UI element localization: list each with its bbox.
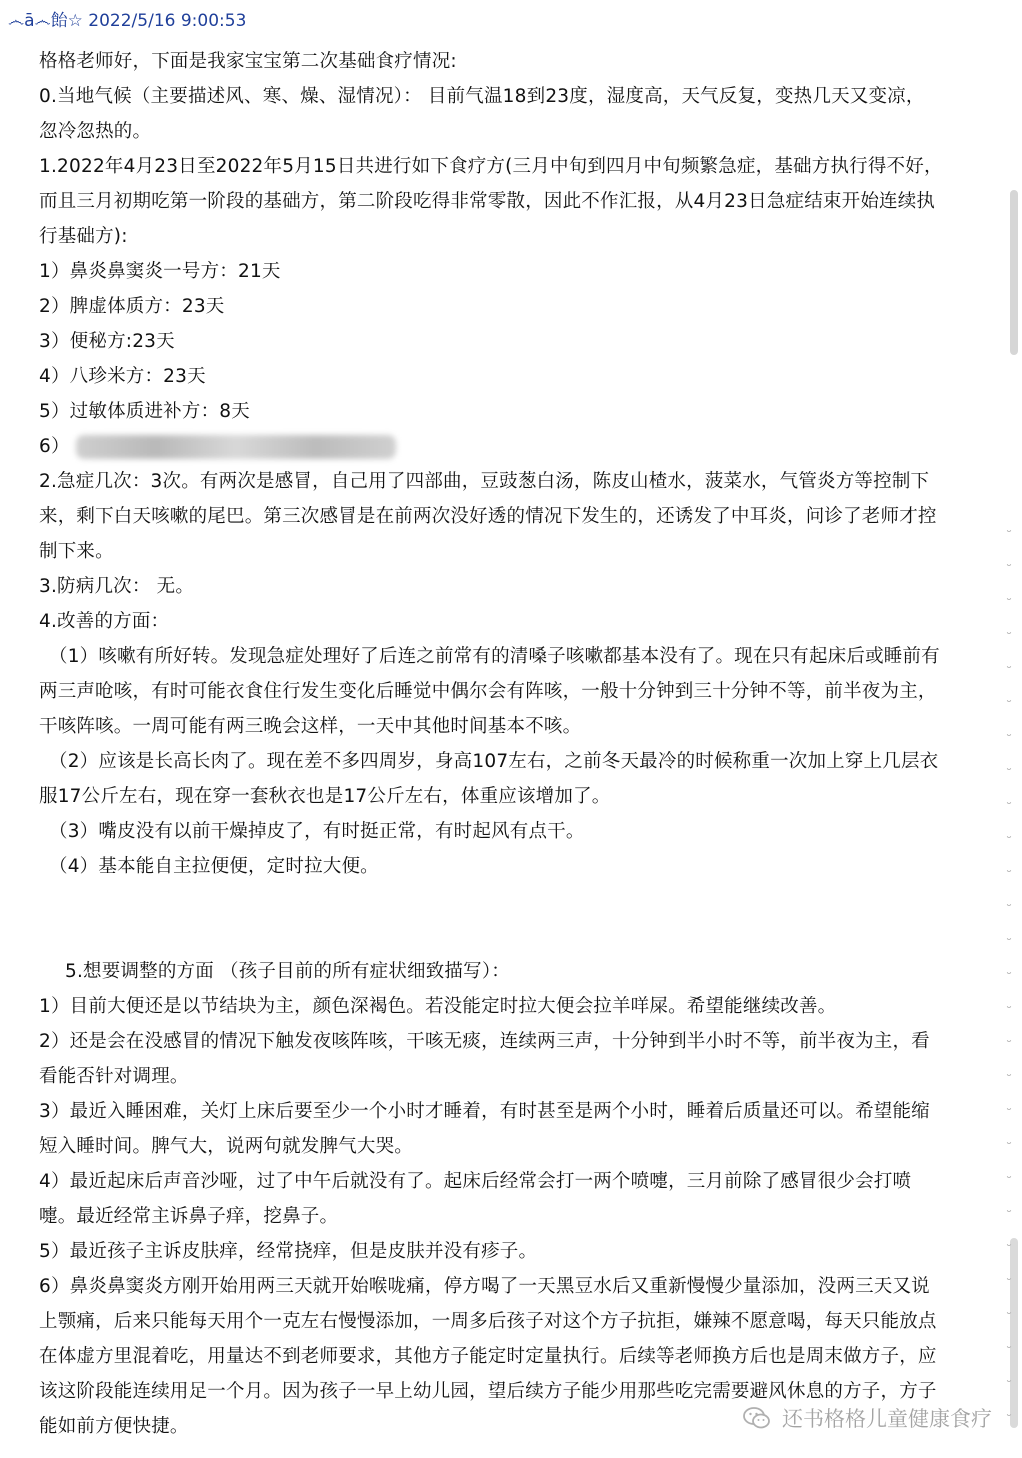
text-line-content: 能如前方便快捷。 <box>39 1416 189 1437</box>
ellipsis-mark: ˘ <box>1005 801 1013 817</box>
text-line <box>39 1024 1001 1059</box>
text-line <box>39 639 1001 674</box>
ellipsis-mark: ˘ <box>1005 1141 1013 1157</box>
text-line <box>39 324 1001 359</box>
watermark <box>742 1398 992 1438</box>
ellipsis-mark: ˘ <box>1005 1311 1013 1327</box>
text-line-content: 4）最近起床后声音沙哑，过了中午后就没有了。起床后经常会打一两个喷嚏，三月前除了感冒很少会打喷 <box>39 1171 912 1192</box>
text-line-content: 干咳阵咳。一周可能有两三晚会这样，一天中其他时间基本不咳。 <box>39 716 582 737</box>
ellipsis-mark: ˘ <box>1005 563 1013 579</box>
ellipsis-mark: ˘ <box>1005 1073 1013 1089</box>
text-line <box>39 1094 1001 1129</box>
text-line-content: 行基础方): <box>39 226 128 247</box>
text-line <box>39 394 1001 429</box>
ellipsis-mark: ˘ <box>1005 1209 1013 1225</box>
text-line <box>39 1234 1001 1269</box>
text-line-content: 6） <box>39 436 70 457</box>
watermark-text: 还书格格儿童健康食疗 <box>782 1407 992 1431</box>
ellipsis-mark: ˘ <box>1005 665 1013 681</box>
text-line-content: 在体虚方里混着吃，用量达不到老师要求，其他方子能定时定量执行。后续等老师换方后也是周末做方子，应 <box>39 1346 937 1367</box>
ellipsis-mark: ˘ <box>1005 1039 1013 1055</box>
ellipsis-mark: ˘ <box>1005 937 1013 953</box>
text-line <box>39 359 1001 394</box>
text-line <box>39 674 1001 709</box>
ellipsis-mark: ˘ <box>1005 1345 1013 1361</box>
text-line <box>39 814 1001 849</box>
message-timestamp: 2022/5/16 9:00:53 <box>88 11 247 31</box>
ellipsis-mark: ˘ <box>1005 1277 1013 1293</box>
text-line-content: （4）基本能自主拉便便，定时拉大便。 <box>49 856 379 877</box>
ellipsis-mark: ˘ <box>1005 699 1013 715</box>
wechat-icon <box>742 1405 772 1431</box>
text-line-content: 上颚痛，后来只能每天用个一克左右慢慢添加，一周多后孩子对这个方子抗拒，嫌辣不愿意喝，每天只能放点 <box>39 1311 937 1332</box>
text-line <box>39 44 1001 79</box>
text-line <box>39 429 1001 464</box>
text-line-content: 2）脾虚体质方：23天 <box>39 296 225 317</box>
scrollbar-thumb[interactable] <box>1010 190 1018 355</box>
text-line-content: 6）鼻炎鼻窦炎方刚开始用两三天就开始喉咙痛，停方喝了一天黑豆水后又重新慢慢少量添加，没两三天又说 <box>39 1276 930 1297</box>
text-line-content: 来，剩下白天咳嗽的尾巴。第三次感冒是在前两次没好透的情况下发生的，还诱发了中耳炎，问诊了老师才控 <box>39 506 937 527</box>
ellipsis-mark: ˘ <box>1005 767 1013 783</box>
text-line-content: 4.改善的方面： <box>39 611 170 632</box>
text-line-content: 5）最近孩子主诉皮肤痒，经常挠痒，但是皮肤并没有疹子。 <box>39 1241 538 1262</box>
text-line-content: （2）应该是长高长肉了。现在差不多四周岁，身高107左右，之前冬天最冷的时候称重一次加上穿上几层衣 <box>49 751 939 772</box>
text-line <box>39 709 1001 744</box>
text-line <box>39 499 1001 534</box>
text-line-content: 3）便秘方:23天 <box>39 331 175 352</box>
ellipsis-mark: ˘ <box>1005 1107 1013 1123</box>
text-line-content: 2）还是会在没感冒的情况下触发夜咳阵咳，干咳无痰，连续两三声，十分钟到半小时不等，前半夜为主，看 <box>39 1031 930 1052</box>
text-line <box>39 149 1001 184</box>
text-line <box>39 884 1001 919</box>
ellipsis-mark: ˘ <box>1005 1413 1013 1429</box>
text-line <box>39 919 1001 954</box>
text-line-content: 而且三月初期吃第一阶段的基础方，第二阶段吃得非常零散，因此不作汇报，从4月23日急症结束开始连续执 <box>39 191 936 212</box>
text-line-content: 3.防病几次： 无。 <box>39 576 195 597</box>
text-line-content: 1）鼻炎鼻窦炎一号方：21天 <box>39 261 281 282</box>
ellipsis-mark: ˘ <box>1005 835 1013 851</box>
text-line-content: 3）最近入睡困难，关灯上床后要至少一个小时才睡着，有时甚至是两个小时，睡着后质量还可以。希望能缩 <box>39 1101 930 1122</box>
text-line-content: 1）目前大便还是以节结块为主，颜色深褐色。若没能定时拉大便会拉羊咩屎。希望能继续改善。 <box>39 996 837 1017</box>
text-line <box>39 989 1001 1024</box>
text-line-content: 5.想要调整的方面 （孩子目前的所有症状细致描写）： <box>65 961 510 982</box>
text-line <box>39 744 1001 779</box>
text-line-content: 格格老师好，下面是我家宝宝第二次基础食疗情况: <box>39 51 457 72</box>
text-line-content: 短入睡时间。脾气大，说两句就发脾气大哭。 <box>39 1136 414 1157</box>
text-line-content: 4）八珍米方：23天 <box>39 366 206 387</box>
text-line <box>39 534 1001 569</box>
text-line-content: （3）嘴皮没有以前干燥掉皮了，有时挺正常，有时起风有点干。 <box>49 821 585 842</box>
ellipsis-mark: ˘ <box>1005 903 1013 919</box>
text-line <box>39 1164 1001 1199</box>
ellipsis-mark: ˘ <box>1005 1243 1013 1259</box>
text-line <box>39 219 1001 254</box>
ellipsis-mark: ˘ <box>1005 869 1013 885</box>
text-line-content: （1）咳嗽有所好转。发现急症处理好了后连之前常有的清嗓子咳嗽都基本没有了。现在只有起床后或睡前有 <box>49 646 940 667</box>
text-line-content: 2.急症几次：3次。有两次是感冒，自己用了四部曲，豆豉葱白汤，陈皮山楂水，菠菜水，气管炎方等控制下 <box>39 471 930 492</box>
text-line-content: 两三声呛咳，有时可能衣食住行发生变化后睡觉中偶尔会有阵咳，一般十分钟到三十分钟不等，前半夜为主， <box>39 681 937 702</box>
text-line <box>39 464 1001 499</box>
ellipsis-mark: ˘ <box>1005 733 1013 749</box>
text-line <box>39 1339 1001 1374</box>
text-line <box>39 569 1001 604</box>
ellipsis-mark: ˘ <box>1005 1005 1013 1021</box>
text-line <box>39 1059 1001 1094</box>
text-line <box>39 779 1001 814</box>
text-line-content: 1.2022年4月23日至2022年5月15日共进行如下食疗方(三月中旬到四月中旬频繁急症，基础方执行得不好， <box>39 156 943 177</box>
ellipsis-mark: ˘ <box>1005 597 1013 613</box>
message-body <box>39 44 1001 1444</box>
text-line <box>39 114 1001 149</box>
ellipsis-mark: ˘ <box>1005 529 1013 545</box>
side-ellipsis-marks <box>1002 520 1016 1438</box>
text-line <box>39 289 1001 324</box>
text-line-content: 服17公斤左右，现在穿一套秋衣也是17公斤左右，体重应该增加了。 <box>39 786 611 807</box>
text-line <box>39 254 1001 289</box>
text-line-content: 该这阶段能连续用足一个月。因为孩子一早上幼儿园，望后续方子能少用那些吃完需要避风休息的方子，方子 <box>39 1381 937 1402</box>
text-line-content: 看能否针对调理。 <box>39 1066 189 1087</box>
text-line <box>39 954 1001 989</box>
text-line <box>39 184 1001 219</box>
text-line <box>39 1304 1001 1339</box>
ellipsis-mark: ˘ <box>1005 631 1013 647</box>
redacted-blur <box>76 435 396 459</box>
text-line-content: 5）过敏体质进补方：8天 <box>39 401 250 422</box>
text-line <box>39 849 1001 884</box>
ellipsis-mark: ˘ <box>1005 1379 1013 1395</box>
text-line <box>39 79 1001 114</box>
text-line-content: 0.当地气候（主要描述风、寒、燥、湿情况）： 目前气温18到23度，湿度高，天气反复，变热几天又变凉， <box>39 86 925 107</box>
sender-name: ෴ā෴飴☆ <box>8 11 83 31</box>
text-line <box>39 1129 1001 1164</box>
message-header <box>8 6 246 34</box>
ellipsis-mark: ˘ <box>1005 971 1013 987</box>
text-line-content: 忽冷忽热的。 <box>39 121 152 142</box>
text-line <box>39 1199 1001 1234</box>
ellipsis-mark: ˘ <box>1005 1175 1013 1191</box>
text-line-content: 制下来。 <box>39 541 114 562</box>
text-line <box>39 1269 1001 1304</box>
text-line-content: 嚏。最近经常主诉鼻子痒，挖鼻子。 <box>39 1206 339 1227</box>
text-line <box>39 604 1001 639</box>
